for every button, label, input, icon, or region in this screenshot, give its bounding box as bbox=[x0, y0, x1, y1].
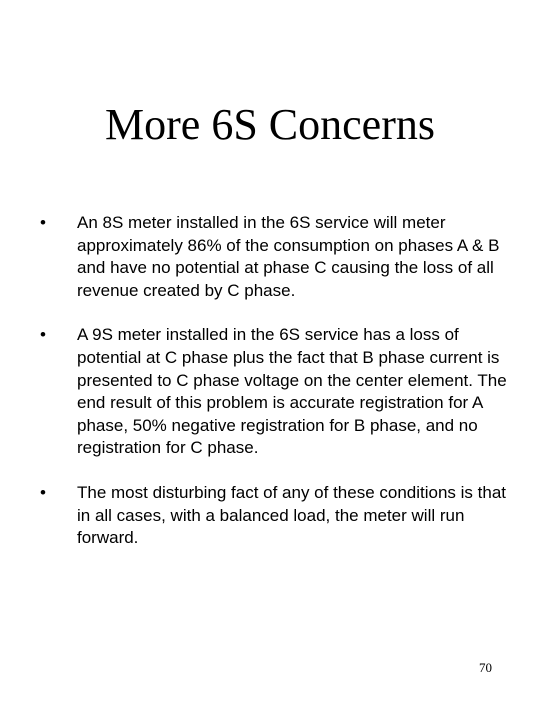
bullet-item bbox=[40, 482, 510, 550]
bullet-text: An 8S meter installed in the 6S service will meter approximately 86% of the consumption on phases A & B and have no potential at phase C causing the loss of all revenue created by C phase. bbox=[77, 213, 500, 300]
page-number: 70 bbox=[479, 660, 492, 675]
bullet-item bbox=[40, 212, 510, 302]
bullet-icon: • bbox=[40, 213, 46, 232]
bullet-icon: • bbox=[40, 325, 46, 345]
bullet-icon: • bbox=[40, 482, 46, 502]
bullet-item bbox=[40, 324, 510, 460]
bullet-text: A 9S meter installed in the 6S service has a loss of potential at C phase plus the fact that B phase current is presented to C phase voltage on the center element. The end result of this problem is accurate registration for A phase, 50% negative registration for B phase, and no registration for C phase. bbox=[77, 325, 507, 458]
bullet-list bbox=[40, 212, 510, 572]
slide-title: More 6S Concerns bbox=[105, 100, 435, 149]
bullet-text: The most disturbing fact of any of these conditions is that in all cases, with a balanced load, the meter will run forward. bbox=[77, 482, 507, 548]
